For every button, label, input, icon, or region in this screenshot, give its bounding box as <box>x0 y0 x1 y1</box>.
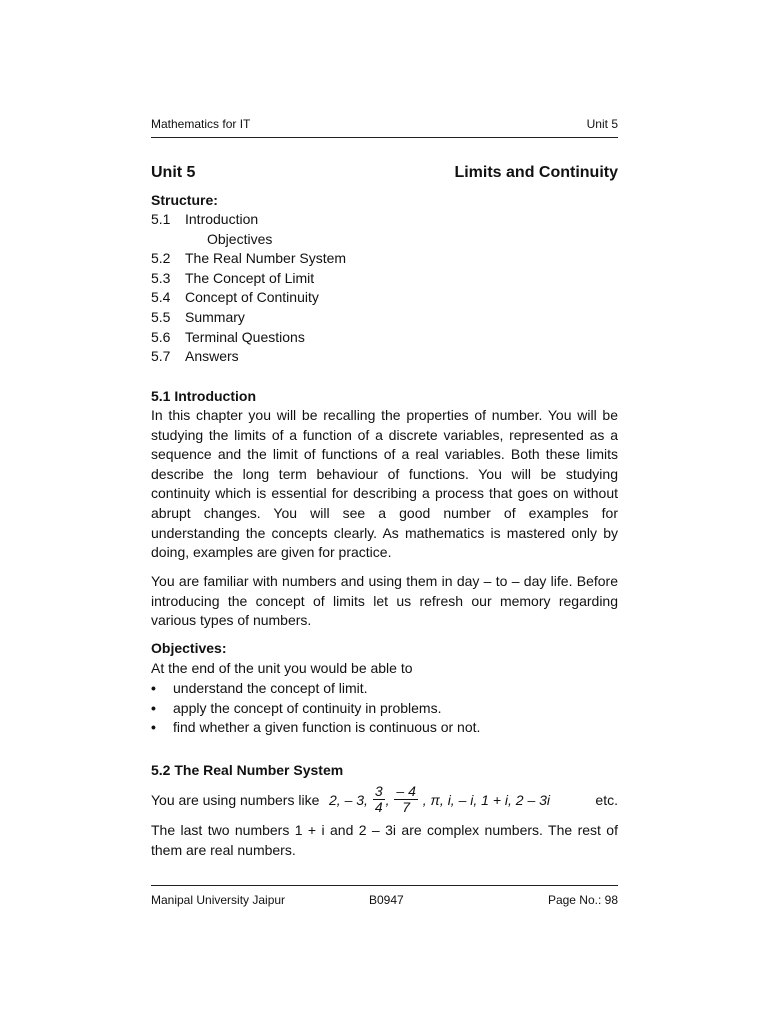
toc-number: 5.5 <box>151 308 171 325</box>
toc-item <box>151 249 346 269</box>
footer-university: Manipal University Jaipur <box>151 893 286 907</box>
section-heading-real-number-system: 5.2 The Real Number System <box>151 762 344 778</box>
bullet-icon: • <box>151 719 156 736</box>
fraction-minus-four-sevenths <box>394 784 417 815</box>
objectives-list <box>151 679 480 738</box>
list-item <box>151 699 480 719</box>
fraction-numerator: 3 <box>374 783 383 799</box>
unit-title <box>151 164 618 182</box>
fraction-denominator: 4 <box>374 799 383 815</box>
structure-toc <box>151 191 346 367</box>
toc-number: 5.1 <box>151 211 171 227</box>
toc-label: Introduction <box>185 211 259 227</box>
toc-label: The Real Number System <box>185 250 347 267</box>
header-course-title: Mathematics for IT <box>151 117 251 131</box>
section-heading-introduction: 5.1 Introduction <box>151 388 256 404</box>
document-page <box>151 0 618 1024</box>
toc-item <box>151 347 346 367</box>
fraction-three-quarters <box>373 784 385 815</box>
running-footer <box>151 885 618 908</box>
toc-item <box>151 269 346 289</box>
list-item <box>151 679 480 699</box>
numbers-etc: etc. <box>595 792 618 808</box>
complex-numbers-paragraph: The last two numbers 1 + i and 2 – 3i are complex numbers. The rest of them are real numbers. <box>151 822 618 858</box>
numbers-part-a: 2, – 3, <box>329 791 368 808</box>
toc-label: Objectives <box>207 230 273 247</box>
toc-number: 5.3 <box>151 269 171 286</box>
toc-item <box>151 308 346 328</box>
toc-label: Terminal Questions <box>185 328 305 345</box>
toc-item <box>151 288 346 308</box>
toc-number: 5.4 <box>151 289 171 306</box>
numbers-intro: You are using numbers like <box>151 792 320 808</box>
toc-label: The Concept of Limit <box>185 269 315 286</box>
objectives-intro: At the end of the unit you would be able to <box>151 660 413 676</box>
objectives-heading: Objectives: <box>151 640 227 656</box>
introduction-paragraph-2: You are familiar with numbers and using them in day – to – day life. Before introducing the concept of limits let us refresh our memory regarding various types of numbers. <box>151 573 618 629</box>
fraction-denominator: 7 <box>402 799 411 815</box>
toc-item <box>151 230 346 250</box>
objective-text: understand the concept of limit. <box>173 680 368 696</box>
footer-page-number: Page No.: 98 <box>547 893 618 907</box>
toc-item <box>151 328 346 348</box>
toc-number: 5.7 <box>151 348 171 365</box>
structure-heading: Structure: <box>151 192 218 208</box>
header-unit-label: Unit 5 <box>586 117 618 131</box>
toc-number: 5.6 <box>151 328 171 345</box>
running-header <box>151 117 618 138</box>
objective-text: find whether a given function is continuous or not. <box>173 719 481 736</box>
numbers-expression: 2, – 3, $\frac{3}{4}$ , $\frac{- 4}{7}$ , π, i, – i, 1 + i, 2 – 3i <box>329 783 551 815</box>
toc-item <box>151 210 346 230</box>
bullet-icon: • <box>151 699 156 716</box>
list-item <box>151 718 480 738</box>
fraction-numerator: – 4 <box>396 783 416 799</box>
bullet-icon: • <box>151 680 156 696</box>
numbers-example-line <box>151 784 618 814</box>
unit-number: Unit 5 <box>151 164 196 181</box>
objective-text: apply the concept of continuity in problems. <box>173 699 442 716</box>
toc-label: Concept of Continuity <box>185 289 319 306</box>
footer-course-code: B0947 <box>369 893 404 907</box>
toc-label: Summary <box>185 308 245 325</box>
unit-name: Limits and Continuity <box>454 164 618 181</box>
toc-number: 5.2 <box>151 250 171 267</box>
toc-label: Answers <box>185 348 239 365</box>
numbers-part-b: , π, i, – i, 1 + i, 2 – 3i <box>422 791 551 808</box>
introduction-paragraph-1: In this chapter you will be recalling the properties of number. You will be studying the limits of a function of a discrete variables, represented as a sequence and the limit of functions of a real variables. Both these limits describe the long term behaviour of functions. You will be studying continuity which is essential for describing a process that goes on without abrupt changes. You will see a good number of examples for understanding the concepts clearly. As mathematics is mastered only by doing, examples are given for practice. <box>151 407 618 561</box>
